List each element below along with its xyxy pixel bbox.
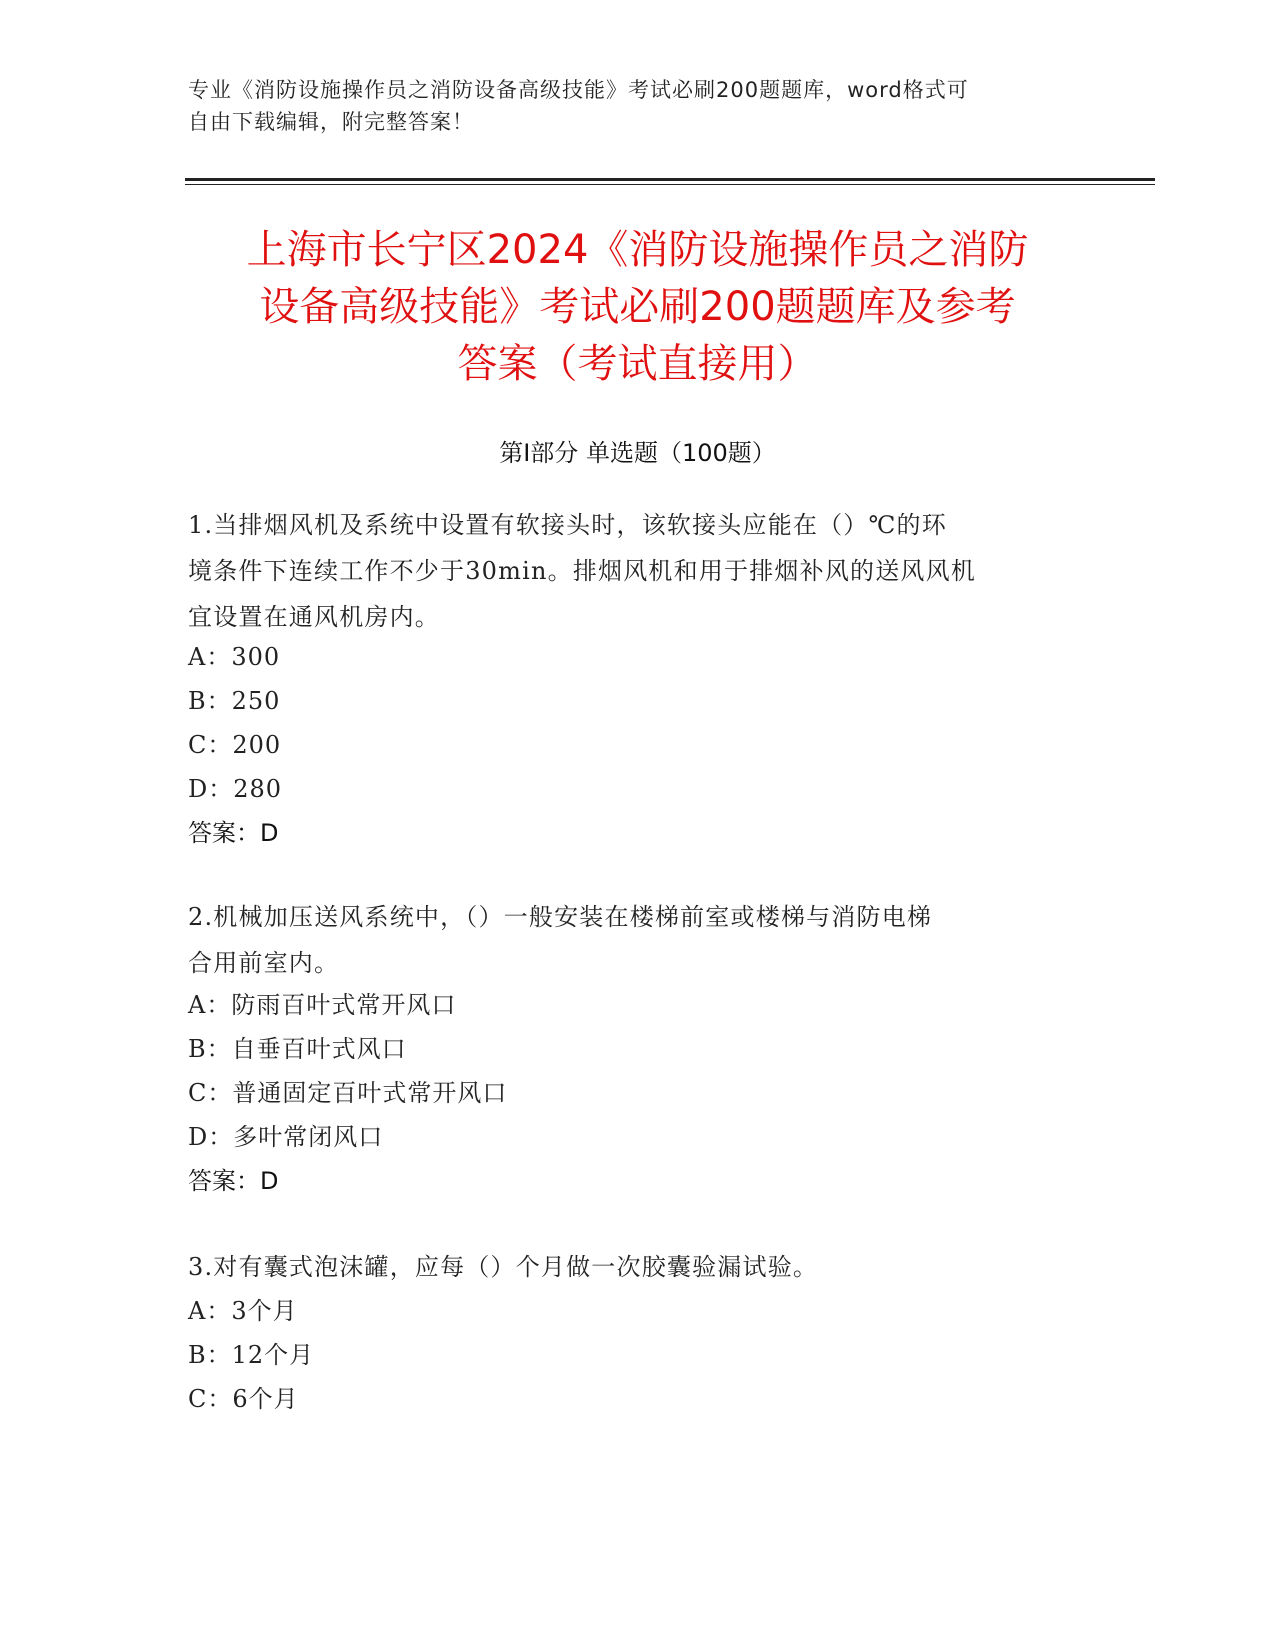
question-1-option-c: C：200 xyxy=(188,731,282,759)
question-2-stem xyxy=(188,894,932,986)
header-note xyxy=(188,74,1078,138)
question-2-answer: 答案：D xyxy=(188,1167,279,1195)
question-3-stem xyxy=(188,1244,818,1290)
document-title-line-3: 答案（考试直接用） xyxy=(457,341,818,387)
question-1-option-a: A：300 xyxy=(188,643,281,671)
header-divider-thick xyxy=(185,178,1155,181)
document-title xyxy=(160,222,1115,393)
question-1-stem-line: 境条件下连续工作不少于30min。排烟风机和用于排烟补风的送风风机 xyxy=(188,557,977,585)
question-2-option-b: B：自垂百叶式风口 xyxy=(188,1035,407,1063)
question-3-option-b: B：12个月 xyxy=(188,1341,315,1369)
question-1-answer: 答案：D xyxy=(188,819,279,847)
document-title-line-1: 上海市长宁区2024《消防设施操作员之消防 xyxy=(246,227,1029,273)
question-2-option-d: D：多叶常闭风口 xyxy=(188,1123,384,1151)
header-note-line-1: 专业《消防设施操作员之消防设备高级技能》考试必刷200题题库，word格式可 xyxy=(188,78,969,102)
question-3-stem-line: 3.对有囊式泡沫罐，应每（）个月做一次胶囊验漏试验。 xyxy=(188,1253,819,1281)
document-title-line-2: 设备高级技能》考试必刷200题题库及参考 xyxy=(259,284,1016,330)
question-1-stem xyxy=(188,502,976,640)
question-2-stem-line: 2.机械加压送风系统中，（）一般安装在楼梯前室或楼梯与消防电梯 xyxy=(188,903,933,931)
question-3-option-a: A：3个月 xyxy=(188,1297,298,1325)
question-1-stem-line: 宜设置在通风机房内。 xyxy=(188,603,440,631)
question-2-option-a: A：防雨百叶式常开风口 xyxy=(188,991,457,1019)
question-1-option-d: D：280 xyxy=(188,775,283,803)
question-3-option-c: C：6个月 xyxy=(188,1385,299,1413)
question-2-stem-line: 合用前室内。 xyxy=(188,949,340,977)
question-1-stem-line: 1.当排烟风机及系统中设置有软接头时，该软接头应能在（）℃的环 xyxy=(188,511,947,539)
question-1-option-b: B：250 xyxy=(188,687,281,715)
header-note-line-2: 自由下载编辑，附完整答案！ xyxy=(188,110,474,134)
header-divider-thin xyxy=(185,184,1155,185)
section-title: 第Ⅰ部分 单选题（100题） xyxy=(499,439,776,467)
question-2-option-c: C：普通固定百叶式常开风口 xyxy=(188,1079,508,1107)
